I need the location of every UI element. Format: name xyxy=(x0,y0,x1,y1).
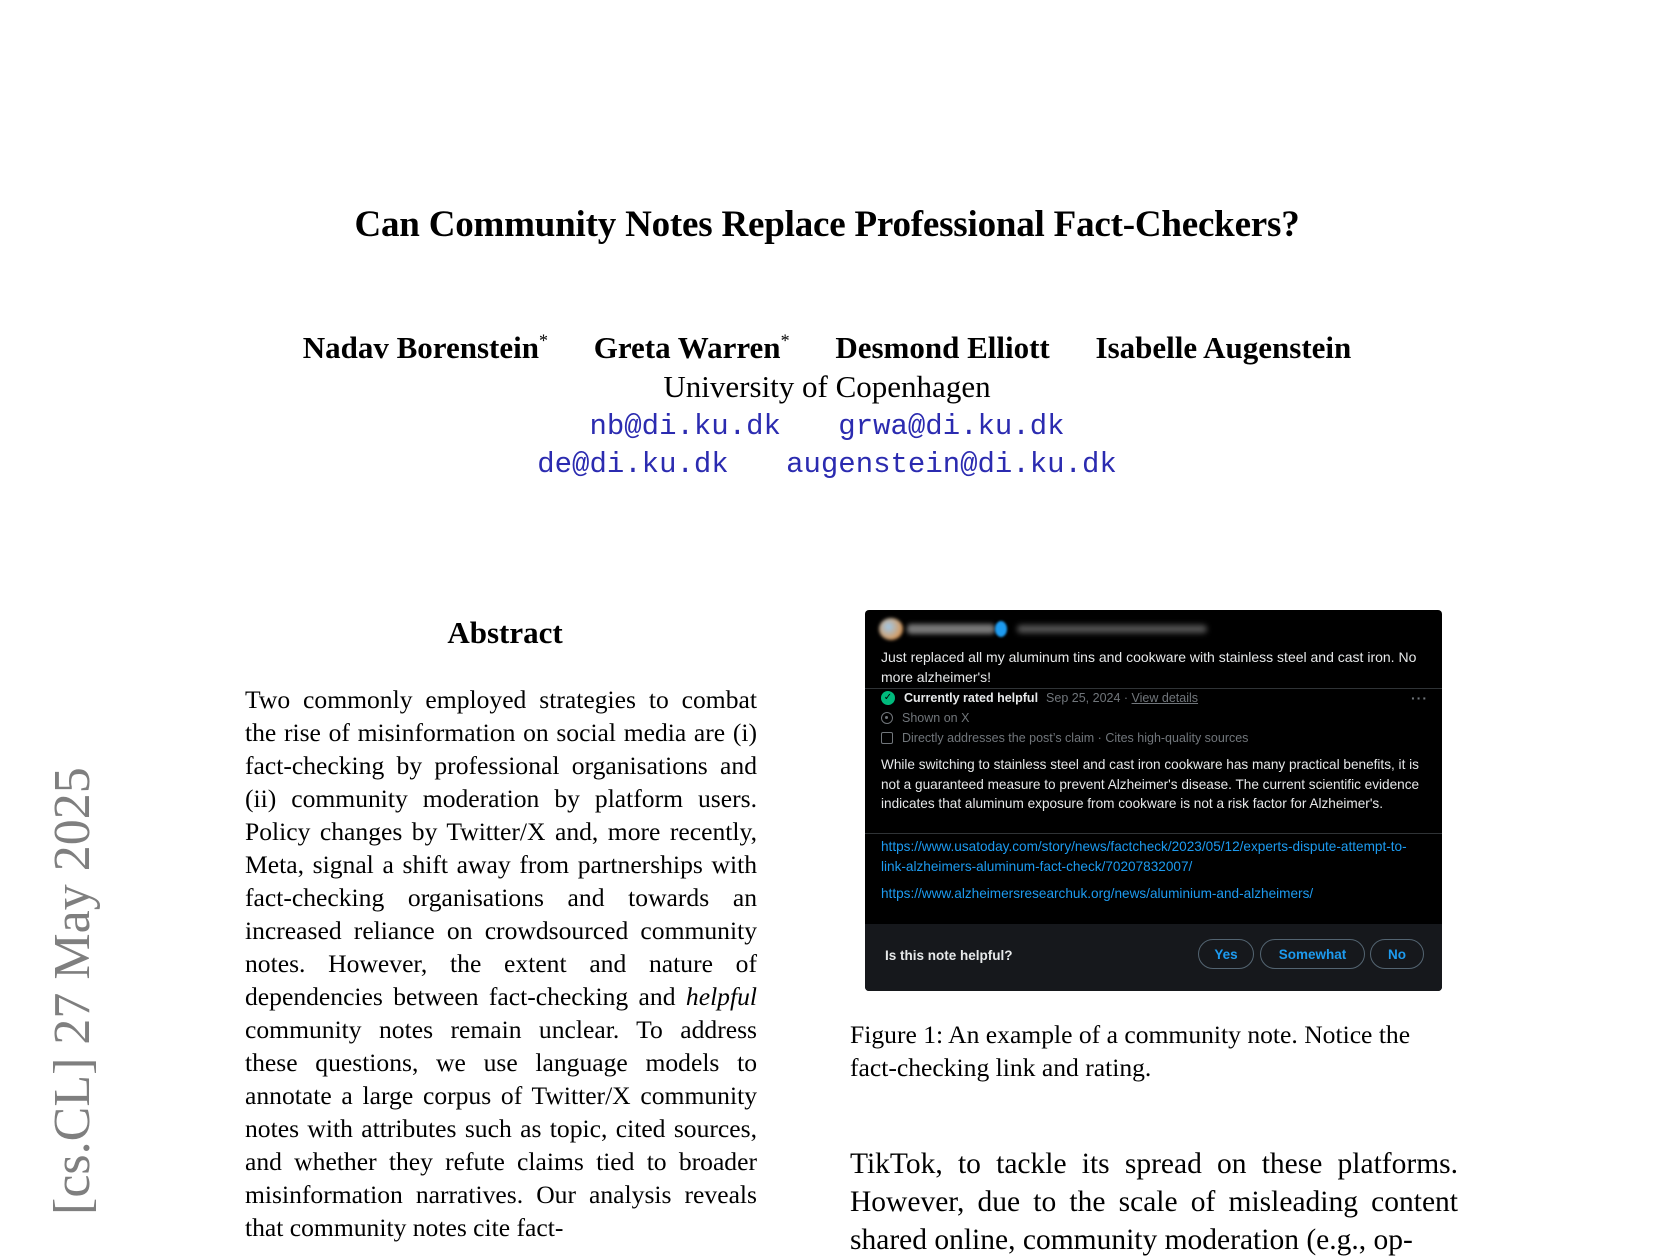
email-link[interactable]: augenstein@di.ku.dk xyxy=(786,448,1117,481)
author xyxy=(835,330,1049,365)
source-link[interactable]: https://www.usatoday.com/story/news/factcheck/2023/05/12/experts-dispute-attempt-to-link-alzheimers-aluminum-fact-check/70207832007/ xyxy=(881,839,1407,874)
helpful-rating-bar xyxy=(865,924,1442,991)
note-text: While switching to stainless steel and cast iron cookware has many practical benefits, it is not a guaranteed measure to prevent Alzheimer's disease. The current scientific evidence indicates that aluminum exposure from cookware is not a risk factor for Alzheimer's. xyxy=(881,757,1420,811)
figure-caption: Figure 1: An example of a community note. Notice the fact-checking link and rating. xyxy=(850,1020,1411,1082)
author-name: Isabelle Augenstein xyxy=(1095,330,1352,365)
author xyxy=(1096,330,1352,365)
avatar xyxy=(879,618,903,640)
post-text: Just replaced all my aluminum tins and cookware with stainless steel and cast iron. No more alzheimer's! xyxy=(881,649,1417,685)
author-name: Desmond Elliott xyxy=(835,330,1050,365)
more-options-icon[interactable]: ··· xyxy=(1411,690,1428,706)
blurred-username xyxy=(907,624,995,634)
blurred-handle xyxy=(1017,625,1207,633)
blurred-post-header xyxy=(879,618,1209,640)
author xyxy=(303,330,548,365)
attributes-label: Directly addresses the post’s claim · Cites high-quality sources xyxy=(902,731,1249,745)
author xyxy=(594,330,790,365)
check-circle-icon: ✓ xyxy=(881,691,895,705)
abstract-text xyxy=(245,683,757,1244)
status-label: Currently rated helpful xyxy=(904,691,1039,705)
note-status-row xyxy=(881,691,1198,705)
affiliation: University of Copenhagen xyxy=(663,369,991,404)
email-row xyxy=(0,410,1654,443)
status-date: Sep 25, 2024 · xyxy=(1046,691,1129,705)
arxiv-stamp: [cs.CL] 27 May 2025 xyxy=(44,767,101,1215)
note-links xyxy=(881,837,1431,912)
author-list xyxy=(0,330,1654,366)
divider xyxy=(865,688,1442,689)
source-link[interactable]: https://www.alzheimersresearchuk.org/news/aluminium-and-alzheimers/ xyxy=(881,886,1314,901)
community-note-figure xyxy=(865,610,1442,991)
email-row xyxy=(0,448,1654,481)
email-link[interactable]: de@di.ku.dk xyxy=(537,448,729,481)
abstract-heading: Abstract xyxy=(447,615,563,650)
author-name: Greta Warren xyxy=(593,330,781,365)
shown-on-label: Shown on X xyxy=(902,711,970,725)
author-name: Nadav Borenstein xyxy=(302,330,539,365)
equal-contribution-mark: * xyxy=(538,330,548,351)
yes-button[interactable]: Yes xyxy=(1198,939,1254,969)
helpful-question: Is this note helpful? xyxy=(885,948,1013,963)
abstract-italic: helpful xyxy=(685,982,757,1011)
abstract-part: community notes remain unclear. To address these questions, we use language models to annotate a large corpus of Twitter/X community notes with attributes such as topic, cited sources, and whether they refute claims tied to broader misinformation narratives. Our analysis reveals that community notes cite fact- xyxy=(245,1015,757,1242)
equal-contribution-mark: * xyxy=(780,330,790,351)
email-link[interactable]: grwa@di.ku.dk xyxy=(838,410,1065,443)
eye-icon xyxy=(881,712,893,724)
comment-icon xyxy=(881,732,893,744)
divider xyxy=(865,833,1442,834)
verified-badge-icon xyxy=(995,621,1007,637)
shown-on-row xyxy=(881,711,969,725)
email-link[interactable]: nb@di.ku.dk xyxy=(589,410,781,443)
abstract-part: Two commonly employed strategies to combat the rise of misinformation on social media are (i) fact-checking by professional organisations and (ii) community moderation by platform users. Policy changes by Twitter/X and, more recently, Meta, signal a shift away from partnerships with fact-checking organisations and towards an increased reliance on crowdsourced community notes. However, the extent and nature of dependencies between fact-checking and xyxy=(245,685,757,1011)
attributes-row xyxy=(881,731,1248,745)
paper-title: Can Community Notes Replace Professional Fact-Checkers? xyxy=(354,204,1300,245)
body-text: TikTok, to tackle its spread on these platforms. However, due to the scale of misleading content shared online, community moderation (e.g., op- xyxy=(850,1148,1458,1256)
no-button[interactable]: No xyxy=(1370,939,1424,969)
somewhat-button[interactable]: Somewhat xyxy=(1260,939,1365,969)
view-details-link[interactable]: View details xyxy=(1131,691,1199,705)
